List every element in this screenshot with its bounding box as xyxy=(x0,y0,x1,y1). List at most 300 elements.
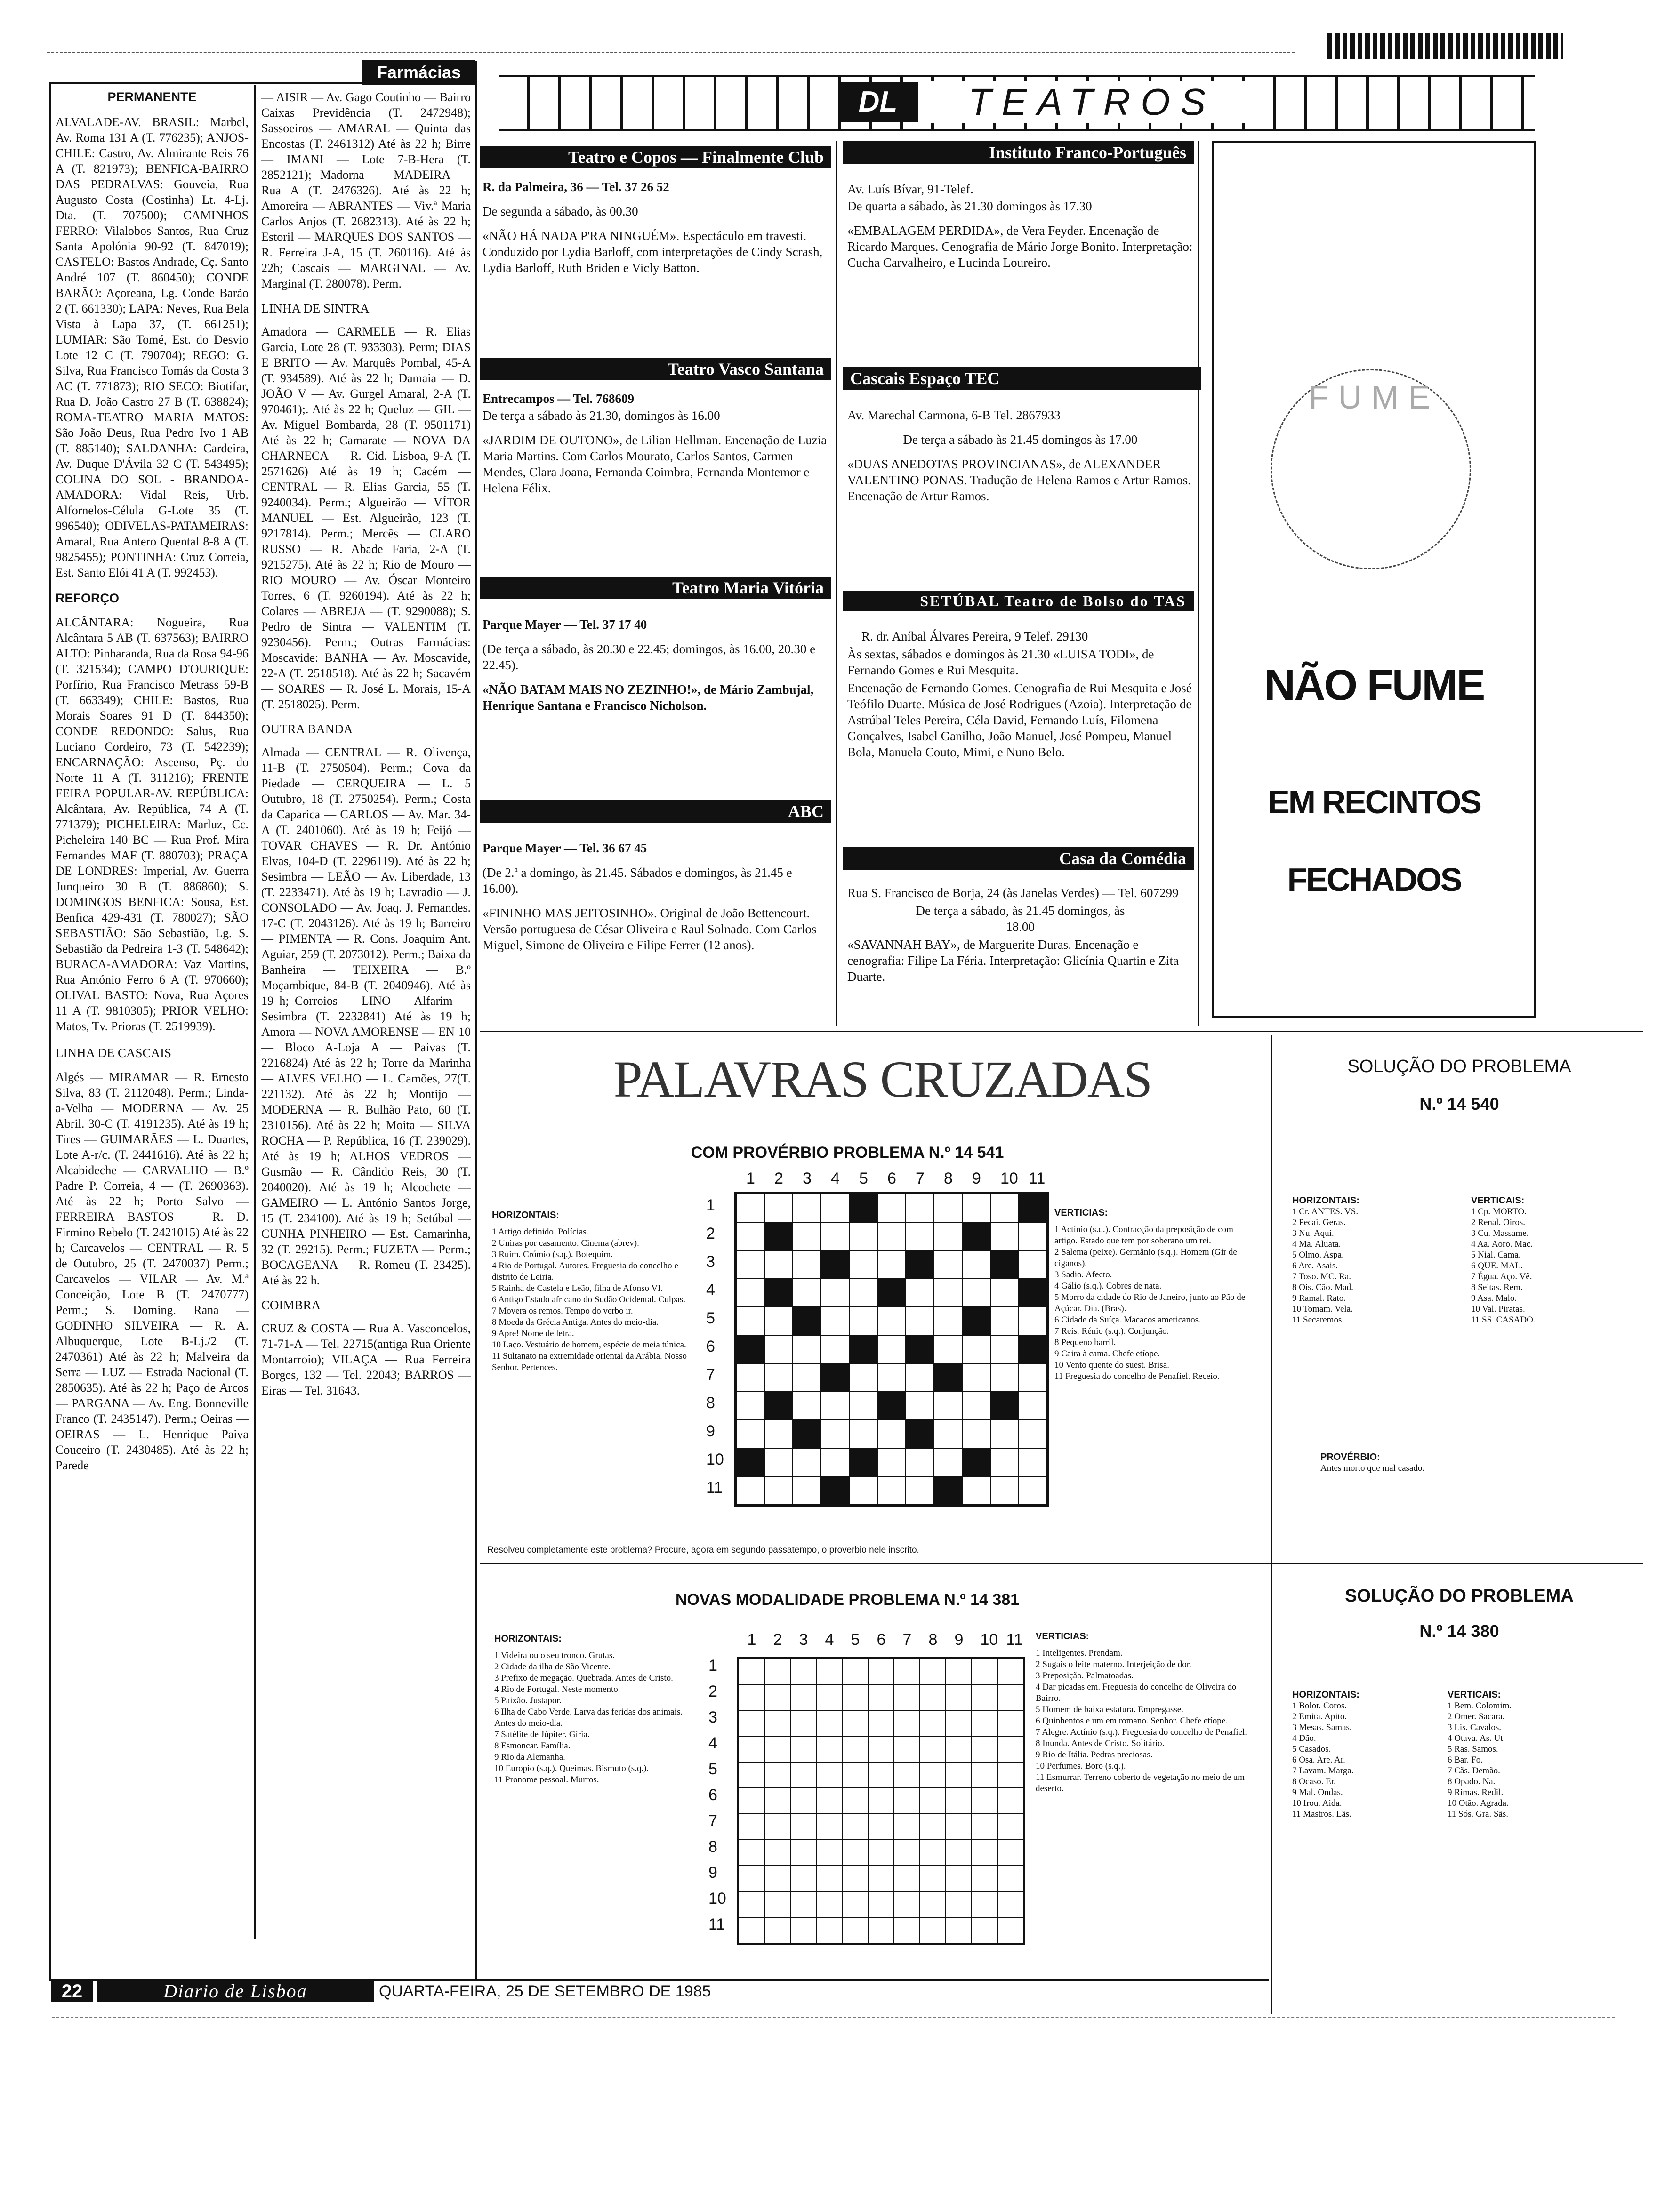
grid-cell[interactable] xyxy=(962,1194,990,1222)
grid-cell[interactable] xyxy=(842,1762,868,1788)
grid-cell[interactable] xyxy=(946,1917,972,1943)
grid-cell[interactable] xyxy=(946,1684,972,1710)
grid-cell[interactable] xyxy=(739,1891,764,1917)
grid-cell[interactable] xyxy=(868,1659,894,1684)
theatre-address: Parque Mayer — Tel. 37 17 40 xyxy=(483,617,647,632)
grid-cell[interactable] xyxy=(793,1448,821,1476)
black-square xyxy=(821,1476,849,1505)
grid-cell[interactable] xyxy=(920,1866,946,1891)
grid-cell[interactable] xyxy=(739,1762,764,1788)
grid-cell[interactable] xyxy=(894,1762,920,1788)
grid-cell[interactable] xyxy=(894,1891,920,1917)
column-number: 10 xyxy=(980,1631,998,1649)
grid-cell[interactable] xyxy=(934,1250,962,1279)
grid-cell[interactable] xyxy=(736,1392,764,1420)
grid-cell[interactable] xyxy=(877,1222,906,1250)
grid-cell[interactable] xyxy=(736,1476,764,1505)
row-number: 3 xyxy=(706,1253,715,1271)
solution-item: 11 Mastros. Lãs. xyxy=(1292,1809,1351,1819)
ad-line-3: FECHADOS xyxy=(1287,861,1461,898)
clue-list xyxy=(1036,1648,1252,1795)
solution-item: 4 Dão. xyxy=(1292,1733,1316,1743)
grid-cell[interactable] xyxy=(821,1222,849,1250)
grid-cell[interactable] xyxy=(868,1736,894,1762)
grid-cell[interactable] xyxy=(920,1917,946,1943)
grid-cell[interactable] xyxy=(764,1448,793,1476)
grid-cell[interactable] xyxy=(1019,1448,1047,1476)
grid-cell[interactable] xyxy=(849,1222,877,1250)
grid-cell[interactable] xyxy=(990,1363,1019,1392)
grid-cell[interactable] xyxy=(793,1250,821,1279)
grid-cell[interactable] xyxy=(793,1363,821,1392)
black-square xyxy=(906,1335,934,1363)
theatre-play: «DUAS ANEDOTAS PROVINCIANAS», de ALEXANDER VALENTINO PONAS. Tradução de Helena Ramos e Artur Ramos. Encenação de Artur Ramos. xyxy=(847,457,1191,503)
grid-cell[interactable] xyxy=(842,1710,868,1736)
grid-cell[interactable] xyxy=(894,1659,920,1684)
grid-cell[interactable] xyxy=(972,1659,997,1684)
grid-cell[interactable] xyxy=(894,1788,920,1814)
clue-item: 9 Rio da Alemanha. xyxy=(494,1752,565,1762)
grid-cell[interactable] xyxy=(1019,1250,1047,1279)
grid-cell[interactable] xyxy=(868,1891,894,1917)
column-number: 2 xyxy=(773,1631,782,1649)
grid-cell[interactable] xyxy=(946,1710,972,1736)
grid-cell[interactable] xyxy=(764,1659,790,1684)
grid-cell[interactable] xyxy=(946,1736,972,1762)
section-heading: LINHA DE CASCAIS xyxy=(56,1046,172,1060)
grid-cell[interactable] xyxy=(906,1222,934,1250)
grid-cell[interactable] xyxy=(764,1917,790,1943)
grid-cell[interactable] xyxy=(764,1420,793,1448)
grid-cell[interactable] xyxy=(877,1194,906,1222)
black-square xyxy=(821,1363,849,1392)
issue-date: QUARTA-FEIRA, 25 DE SETEMBRO DE 1985 xyxy=(379,1982,711,2000)
grid-cell[interactable] xyxy=(790,1891,816,1917)
theatre-schedule: De segunda a sábado, às 00.30 xyxy=(483,204,638,218)
grid-cell[interactable] xyxy=(764,1840,790,1866)
grid-cell[interactable] xyxy=(990,1279,1019,1307)
clues-heading: VERTICAIS: xyxy=(1448,1690,1501,1700)
grid-cell[interactable] xyxy=(946,1788,972,1814)
grid-cell[interactable] xyxy=(816,1788,842,1814)
grid-cell[interactable] xyxy=(934,1222,962,1250)
grid-cell[interactable] xyxy=(934,1335,962,1363)
grid-cell[interactable] xyxy=(790,1736,816,1762)
grid-cell[interactable] xyxy=(962,1420,990,1448)
grid-cell[interactable] xyxy=(736,1222,764,1250)
grid-cell[interactable] xyxy=(877,1448,906,1476)
grid-cell[interactable] xyxy=(849,1307,877,1335)
clue-item: 10 Vento quente do suest. Brisa. xyxy=(1054,1360,1169,1370)
grid-cell[interactable] xyxy=(868,1840,894,1866)
theatre-play: «SAVANNAH BAY», de Marguerite Duras. Encenação e cenografia: Filipe La Féria. Interpretação: Glicínia Quartin e Zita Duarte. xyxy=(847,938,1179,984)
grid-cell[interactable] xyxy=(894,1917,920,1943)
grid-cell[interactable] xyxy=(997,1891,1023,1917)
row-number: 11 xyxy=(706,1479,723,1497)
clue-list xyxy=(1054,1224,1252,1382)
theatre-header: Cascais Espaço TEC xyxy=(843,367,1201,390)
grid-cell[interactable] xyxy=(764,1307,793,1335)
theatre-play: «NÃO HÁ NADA P'RA NINGUÉM». Espectáculo em travesti. Conduzido por Lydia Barloff, com interpretações de Cindy Scrash, Lydia Barloff, Ruth Briden e Vicly Batton. xyxy=(483,229,823,275)
clue-item: 5 Homem de baixa estatura. Empregasse. xyxy=(1036,1705,1183,1715)
grid-cell[interactable] xyxy=(972,1891,997,1917)
grid-cell[interactable] xyxy=(790,1788,816,1814)
grid-cell[interactable] xyxy=(972,1736,997,1762)
grid-cell[interactable] xyxy=(934,1194,962,1222)
grid-cell[interactable] xyxy=(736,1420,764,1448)
grid-cell[interactable] xyxy=(739,1710,764,1736)
grid-cell[interactable] xyxy=(842,1736,868,1762)
grid-cell[interactable] xyxy=(764,1762,790,1788)
grid-cell[interactable] xyxy=(894,1684,920,1710)
solution-item: 6 Osa. Are. Ar. xyxy=(1292,1755,1345,1765)
grid-cell[interactable] xyxy=(849,1250,877,1279)
grid-cell[interactable] xyxy=(990,1420,1019,1448)
grid-cell[interactable] xyxy=(764,1363,793,1392)
grid-cell[interactable] xyxy=(739,1684,764,1710)
grid-cell[interactable] xyxy=(842,1788,868,1814)
grid-cell[interactable] xyxy=(739,1917,764,1943)
grid-cell[interactable] xyxy=(849,1420,877,1448)
row-number: 7 xyxy=(708,1811,717,1830)
grid-cell[interactable] xyxy=(821,1448,849,1476)
grid-cell[interactable] xyxy=(790,1866,816,1891)
grid-cell[interactable] xyxy=(997,1762,1023,1788)
grid-cell[interactable] xyxy=(920,1840,946,1866)
solution-item: 2 Omer. Sacara. xyxy=(1448,1712,1505,1722)
theatre-address: R. dr. Aníbal Álvares Pereira, 9 Telef. 29130 xyxy=(861,629,1088,643)
grid-cell[interactable] xyxy=(739,1736,764,1762)
row-number: 6 xyxy=(708,1786,717,1804)
grid-cell[interactable] xyxy=(934,1420,962,1448)
grid-cell[interactable] xyxy=(1019,1222,1047,1250)
problem-2-vertical-clues xyxy=(1036,1631,1252,1795)
grid-cell[interactable] xyxy=(906,1448,934,1476)
black-square xyxy=(736,1448,764,1476)
solution-item: 11 SS. CASADO. xyxy=(1471,1315,1536,1325)
grid-cell[interactable] xyxy=(764,1335,793,1363)
grid-cell[interactable] xyxy=(764,1710,790,1736)
grid-cell[interactable] xyxy=(934,1392,962,1420)
grid-cell[interactable] xyxy=(842,1866,868,1891)
solution-item: 7 Lavam. Marga. xyxy=(1292,1766,1354,1776)
grid-cell[interactable] xyxy=(990,1194,1019,1222)
grid-cell[interactable] xyxy=(972,1866,997,1891)
grid-cell[interactable] xyxy=(821,1420,849,1448)
grid-cell[interactable] xyxy=(972,1917,997,1943)
grid-cell[interactable] xyxy=(868,1762,894,1788)
grid-cell[interactable] xyxy=(946,1840,972,1866)
grid-cell[interactable] xyxy=(816,1814,842,1840)
solution-item: 3 Cu. Massame. xyxy=(1471,1228,1529,1238)
grid-cell[interactable] xyxy=(793,1279,821,1307)
grid-cell[interactable] xyxy=(997,1736,1023,1762)
grid-cell[interactable] xyxy=(920,1684,946,1710)
clue-item: 11 Sultanato na extremidade oriental da Arábia. Nosso Senhor. Pertences. xyxy=(492,1351,687,1372)
ad-headline: NÃO FUME xyxy=(1264,661,1484,709)
row-number: 9 xyxy=(706,1422,715,1440)
grid-cell[interactable] xyxy=(842,1659,868,1684)
grid-cell[interactable] xyxy=(997,1917,1023,1943)
grid-cell[interactable] xyxy=(739,1840,764,1866)
grid-cell[interactable] xyxy=(894,1736,920,1762)
clue-item: 7 Alegre. Actínio (s.q.). Freguesia do concelho de Penafiel. xyxy=(1036,1727,1247,1737)
grid-cell[interactable] xyxy=(972,1840,997,1866)
grid-cell[interactable] xyxy=(934,1279,962,1307)
grid-cell[interactable] xyxy=(790,1840,816,1866)
grid-cell[interactable] xyxy=(868,1684,894,1710)
grid-cell[interactable] xyxy=(793,1194,821,1222)
grid-cell[interactable] xyxy=(739,1788,764,1814)
grid-cell[interactable] xyxy=(1019,1420,1047,1448)
grid-cell[interactable] xyxy=(849,1392,877,1420)
grid-cell[interactable] xyxy=(736,1363,764,1392)
grid-cell[interactable] xyxy=(816,1917,842,1943)
grid-cell[interactable] xyxy=(764,1194,793,1222)
row-number: 8 xyxy=(708,1837,717,1856)
grid-cell[interactable] xyxy=(793,1392,821,1420)
grid-cell[interactable] xyxy=(906,1476,934,1505)
grid-cell[interactable] xyxy=(990,1307,1019,1335)
grid-cell[interactable] xyxy=(736,1194,764,1222)
theatre-entry xyxy=(847,885,1193,993)
solution-item: 6 QUE. MAL. xyxy=(1471,1261,1523,1271)
crossword-grid-2[interactable] xyxy=(737,1657,1025,1945)
grid-cell[interactable] xyxy=(764,1684,790,1710)
grid-cell[interactable] xyxy=(849,1279,877,1307)
grid-cell[interactable] xyxy=(877,1250,906,1279)
theatre-play: «EMBALAGEM PERDIDA», de Vera Feyder. Encenação de Ricardo Marques. Cenografia de Mário Jorge Bonito. Interpretação: Cucha Carvalheiro, e Lucinda Loureiro. xyxy=(847,224,1193,270)
grid-cell[interactable] xyxy=(997,1866,1023,1891)
grid-cell[interactable] xyxy=(962,1279,990,1307)
grid-cell[interactable] xyxy=(764,1476,793,1505)
grid-cell[interactable] xyxy=(997,1814,1023,1840)
solution-item: 1 Cr. ANTES. VS. xyxy=(1292,1207,1359,1217)
grid-cell[interactable] xyxy=(877,1476,906,1505)
grid-cell[interactable] xyxy=(894,1814,920,1840)
grid-cell[interactable] xyxy=(972,1762,997,1788)
grid-cell[interactable] xyxy=(764,1866,790,1891)
grid-cell[interactable] xyxy=(868,1814,894,1840)
grid-cell[interactable] xyxy=(997,1684,1023,1710)
grid-cell[interactable] xyxy=(894,1866,920,1891)
grid-cell[interactable] xyxy=(842,1840,868,1866)
grid-cell[interactable] xyxy=(906,1363,934,1392)
grid-cell[interactable] xyxy=(821,1335,849,1363)
clue-item: 2 Uniras por casamento. Cinema (abrev). xyxy=(492,1238,639,1248)
grid-cell[interactable] xyxy=(962,1363,990,1392)
grid-cell[interactable] xyxy=(868,1917,894,1943)
grid-cell[interactable] xyxy=(962,1250,990,1279)
grid-cell[interactable] xyxy=(877,1307,906,1335)
grid-cell[interactable] xyxy=(906,1279,934,1307)
grid-cell[interactable] xyxy=(894,1710,920,1736)
clue-item: 1 Inteligentes. Prendam. xyxy=(1036,1648,1123,1658)
black-square xyxy=(962,1448,990,1476)
grid-cell[interactable] xyxy=(990,1448,1019,1476)
grid-cell[interactable] xyxy=(790,1814,816,1840)
grid-cell[interactable] xyxy=(793,1476,821,1505)
grid-cell[interactable] xyxy=(997,1788,1023,1814)
grid-cell[interactable] xyxy=(739,1866,764,1891)
grid-cell[interactable] xyxy=(736,1279,764,1307)
grid-cell[interactable] xyxy=(790,1762,816,1788)
grid-cell[interactable] xyxy=(962,1335,990,1363)
grid-cell[interactable] xyxy=(1019,1476,1047,1505)
permanente-list: ALVALADE-AV. BRASIL: Marbel, Av. Roma 131 A (T. 776235); ANJOS-CHILE: Castro, Av. Almirante Reis 76 A (T. 821973); BENFICA-BAIRRO DAS PEDRALVAS: Gouveia, Rua Augusto Costa (Costinha) Lt. 4-Lj. Dta. (T. 707500); CAMINHOS FERRO: Vilalobos Santos, Rua Cruz Santa Apolónia 90-92 (T. 847019); CASTELO: Bastos Andrade, Cç. Santo André 107 (T. 860450); CONDE BARÃO: Açoreana, Lg. Conde Barão 2 (T. 661330); LAPA: Neves, Rua Bela Vista à Lapa 37, (T. 661251); LUMIAR: São Tomé, Est. do Desvio Lote 12 C (T. 790704); REGO: G. Silva, Rua Francisco Tomás da Costa 3 AC (T. 771873); RIO SECO: Biotifar, Rua D. João Castro 27 B (T. 638824); ROMA-TEATRO MARIA MATOS: São João Deus, Rua Pedro Ivo 1 AB (T. 885140); SALDANHA: Cardeira, Av. Duque D'Ávila 32 C (T. 543495); COLINA DO SOL - BRANDOA-AMADORA: Vidal Reis, Urb. Alfornelos-Célula G-Lote 35 (T. 996540); ODIVELAS-PATAMEIRAS: Amaral, Rua Antero Quental 8-8 A (T. 9825455); PONTINHA: Cruz Correia, Est. Santo Elói 41 A (T. 992453). xyxy=(56,115,249,579)
grid-cell[interactable] xyxy=(1019,1392,1047,1420)
grid-cell[interactable] xyxy=(920,1710,946,1736)
grid-cell[interactable] xyxy=(934,1448,962,1476)
solucao-2-vertical xyxy=(1448,1690,1626,1819)
grid-cell[interactable] xyxy=(972,1788,997,1814)
grid-cell[interactable] xyxy=(920,1891,946,1917)
grid-cell[interactable] xyxy=(816,1866,842,1891)
grid-cell[interactable] xyxy=(739,1659,764,1684)
grid-cell[interactable] xyxy=(946,1762,972,1788)
grid-cell[interactable] xyxy=(920,1788,946,1814)
grid-cell[interactable] xyxy=(816,1736,842,1762)
grid-cell[interactable] xyxy=(868,1788,894,1814)
grid-cell[interactable] xyxy=(816,1762,842,1788)
grid-cell[interactable] xyxy=(816,1659,842,1684)
clues-heading: HORIZONTAIS: xyxy=(494,1634,562,1644)
clue-item: 2 Cidade da ilha de São Vicente. xyxy=(494,1662,611,1672)
theatre-address: Parque Mayer — Tel. 36 67 45 xyxy=(483,841,647,855)
black-square xyxy=(1019,1335,1047,1363)
grid-cell[interactable] xyxy=(790,1684,816,1710)
grid-cell[interactable] xyxy=(920,1762,946,1788)
black-square xyxy=(849,1448,877,1476)
grid-cell[interactable] xyxy=(997,1710,1023,1736)
solucao-2-title: SOLUÇÃO DO PROBLEMA xyxy=(1345,1586,1574,1606)
solucao-2-number: N.º 14 380 xyxy=(1419,1621,1499,1641)
grid-cell[interactable] xyxy=(877,1420,906,1448)
solution-item: 2 Renal. Oiros. xyxy=(1471,1218,1526,1227)
grid-cell[interactable] xyxy=(736,1307,764,1335)
grid-cell[interactable] xyxy=(990,1476,1019,1505)
grid-cell[interactable] xyxy=(868,1866,894,1891)
grid-cell[interactable] xyxy=(790,1917,816,1943)
farmacias-column-2 xyxy=(261,89,471,1401)
grid-cell[interactable] xyxy=(821,1279,849,1307)
grid-cell[interactable] xyxy=(793,1222,821,1250)
grid-cell[interactable] xyxy=(739,1814,764,1840)
grid-cell[interactable] xyxy=(946,1659,972,1684)
grid-cell[interactable] xyxy=(972,1710,997,1736)
grid-cell[interactable] xyxy=(736,1250,764,1279)
farmacias-left-border xyxy=(49,82,51,1979)
grid-cell[interactable] xyxy=(816,1840,842,1866)
crossword-grid-1[interactable] xyxy=(734,1192,1049,1507)
grid-cell[interactable] xyxy=(821,1392,849,1420)
grid-cell[interactable] xyxy=(842,1917,868,1943)
grid-cell[interactable] xyxy=(894,1840,920,1866)
column-number: 7 xyxy=(916,1170,925,1187)
grid-cell[interactable] xyxy=(868,1710,894,1736)
grid-cell[interactable] xyxy=(972,1814,997,1840)
grid-cell[interactable] xyxy=(877,1335,906,1363)
grid-cell[interactable] xyxy=(790,1710,816,1736)
clue-item: 9 Rio de Itália. Pedras preciosas. xyxy=(1036,1750,1153,1760)
grid-cell[interactable] xyxy=(997,1840,1023,1866)
black-square xyxy=(962,1307,990,1335)
grid-cell[interactable] xyxy=(764,1736,790,1762)
row-number: 2 xyxy=(706,1225,715,1242)
grid-cell[interactable] xyxy=(877,1363,906,1392)
black-square xyxy=(934,1363,962,1392)
grid-cell[interactable] xyxy=(906,1392,934,1420)
solution-list xyxy=(1471,1206,1631,1325)
solution-item: 10 Otão. Agrada. xyxy=(1448,1798,1509,1808)
teatros-divider-2 xyxy=(1198,141,1199,1026)
grid-cell[interactable] xyxy=(764,1814,790,1840)
grid-cell[interactable] xyxy=(972,1684,997,1710)
clue-item: 3 Ruim. Crómio (s.q.). Botequim. xyxy=(492,1250,613,1259)
problem-2-col-numbers xyxy=(739,1631,1022,1650)
grid-cell[interactable] xyxy=(816,1710,842,1736)
solution-list xyxy=(1292,1700,1452,1819)
grid-cell[interactable] xyxy=(920,1814,946,1840)
clue-item: 11 Pronome pessoal. Murros. xyxy=(494,1775,599,1785)
solucao-2-horizontal xyxy=(1292,1690,1452,1819)
grid-cell[interactable] xyxy=(842,1814,868,1840)
grid-cell[interactable] xyxy=(842,1891,868,1917)
grid-cell[interactable] xyxy=(920,1659,946,1684)
clues-heading: HORIZONTAIS: xyxy=(1292,1690,1359,1700)
grid-cell[interactable] xyxy=(816,1891,842,1917)
grid-cell[interactable] xyxy=(821,1194,849,1222)
grid-cell[interactable] xyxy=(764,1788,790,1814)
theatre-header: Teatro e Copos — Finalmente Club xyxy=(480,146,831,168)
grid-cell[interactable] xyxy=(1019,1363,1047,1392)
solution-item: 5 Nial. Cama. xyxy=(1471,1250,1521,1260)
grid-cell[interactable] xyxy=(764,1891,790,1917)
section-heading: OUTRA BANDA xyxy=(261,722,353,736)
grid-cell[interactable] xyxy=(934,1307,962,1335)
clue-item: 8 Inunda. Antes de Cristo. Solitário. xyxy=(1036,1739,1165,1748)
theatre-address: Av. Luís Bívar, 91-Telef. xyxy=(847,182,973,196)
grid-cell[interactable] xyxy=(842,1684,868,1710)
grid-cell[interactable] xyxy=(946,1891,972,1917)
grid-cell[interactable] xyxy=(906,1194,934,1222)
grid-cell[interactable] xyxy=(990,1335,1019,1363)
problem-1-horizontal-clues xyxy=(492,1210,690,1373)
grid-cell[interactable] xyxy=(764,1250,793,1279)
grid-cell[interactable] xyxy=(1019,1307,1047,1335)
solucao-1-vertical xyxy=(1471,1195,1631,1325)
grid-cell[interactable] xyxy=(946,1814,972,1840)
grid-cell[interactable] xyxy=(816,1684,842,1710)
grid-cell[interactable] xyxy=(920,1736,946,1762)
grid-cell[interactable] xyxy=(962,1392,990,1420)
farmacias-header: Farmácias xyxy=(362,60,475,85)
column-number: 3 xyxy=(799,1631,808,1649)
solution-item: 9 Ramal. Rato. xyxy=(1292,1293,1346,1303)
grid-cell[interactable] xyxy=(849,1363,877,1392)
grid-cell[interactable] xyxy=(990,1222,1019,1250)
grid-cell[interactable] xyxy=(793,1335,821,1363)
grid-cell[interactable] xyxy=(962,1476,990,1505)
grid-cell[interactable] xyxy=(849,1476,877,1505)
grid-cell[interactable] xyxy=(790,1659,816,1684)
grid-cell[interactable] xyxy=(946,1866,972,1891)
solution-item: 5 Ras. Samos. xyxy=(1448,1744,1498,1754)
grid-cell[interactable] xyxy=(906,1307,934,1335)
palavras-rule xyxy=(480,1563,1643,1564)
grid-cell[interactable] xyxy=(821,1307,849,1335)
grid-cell[interactable] xyxy=(997,1659,1023,1684)
